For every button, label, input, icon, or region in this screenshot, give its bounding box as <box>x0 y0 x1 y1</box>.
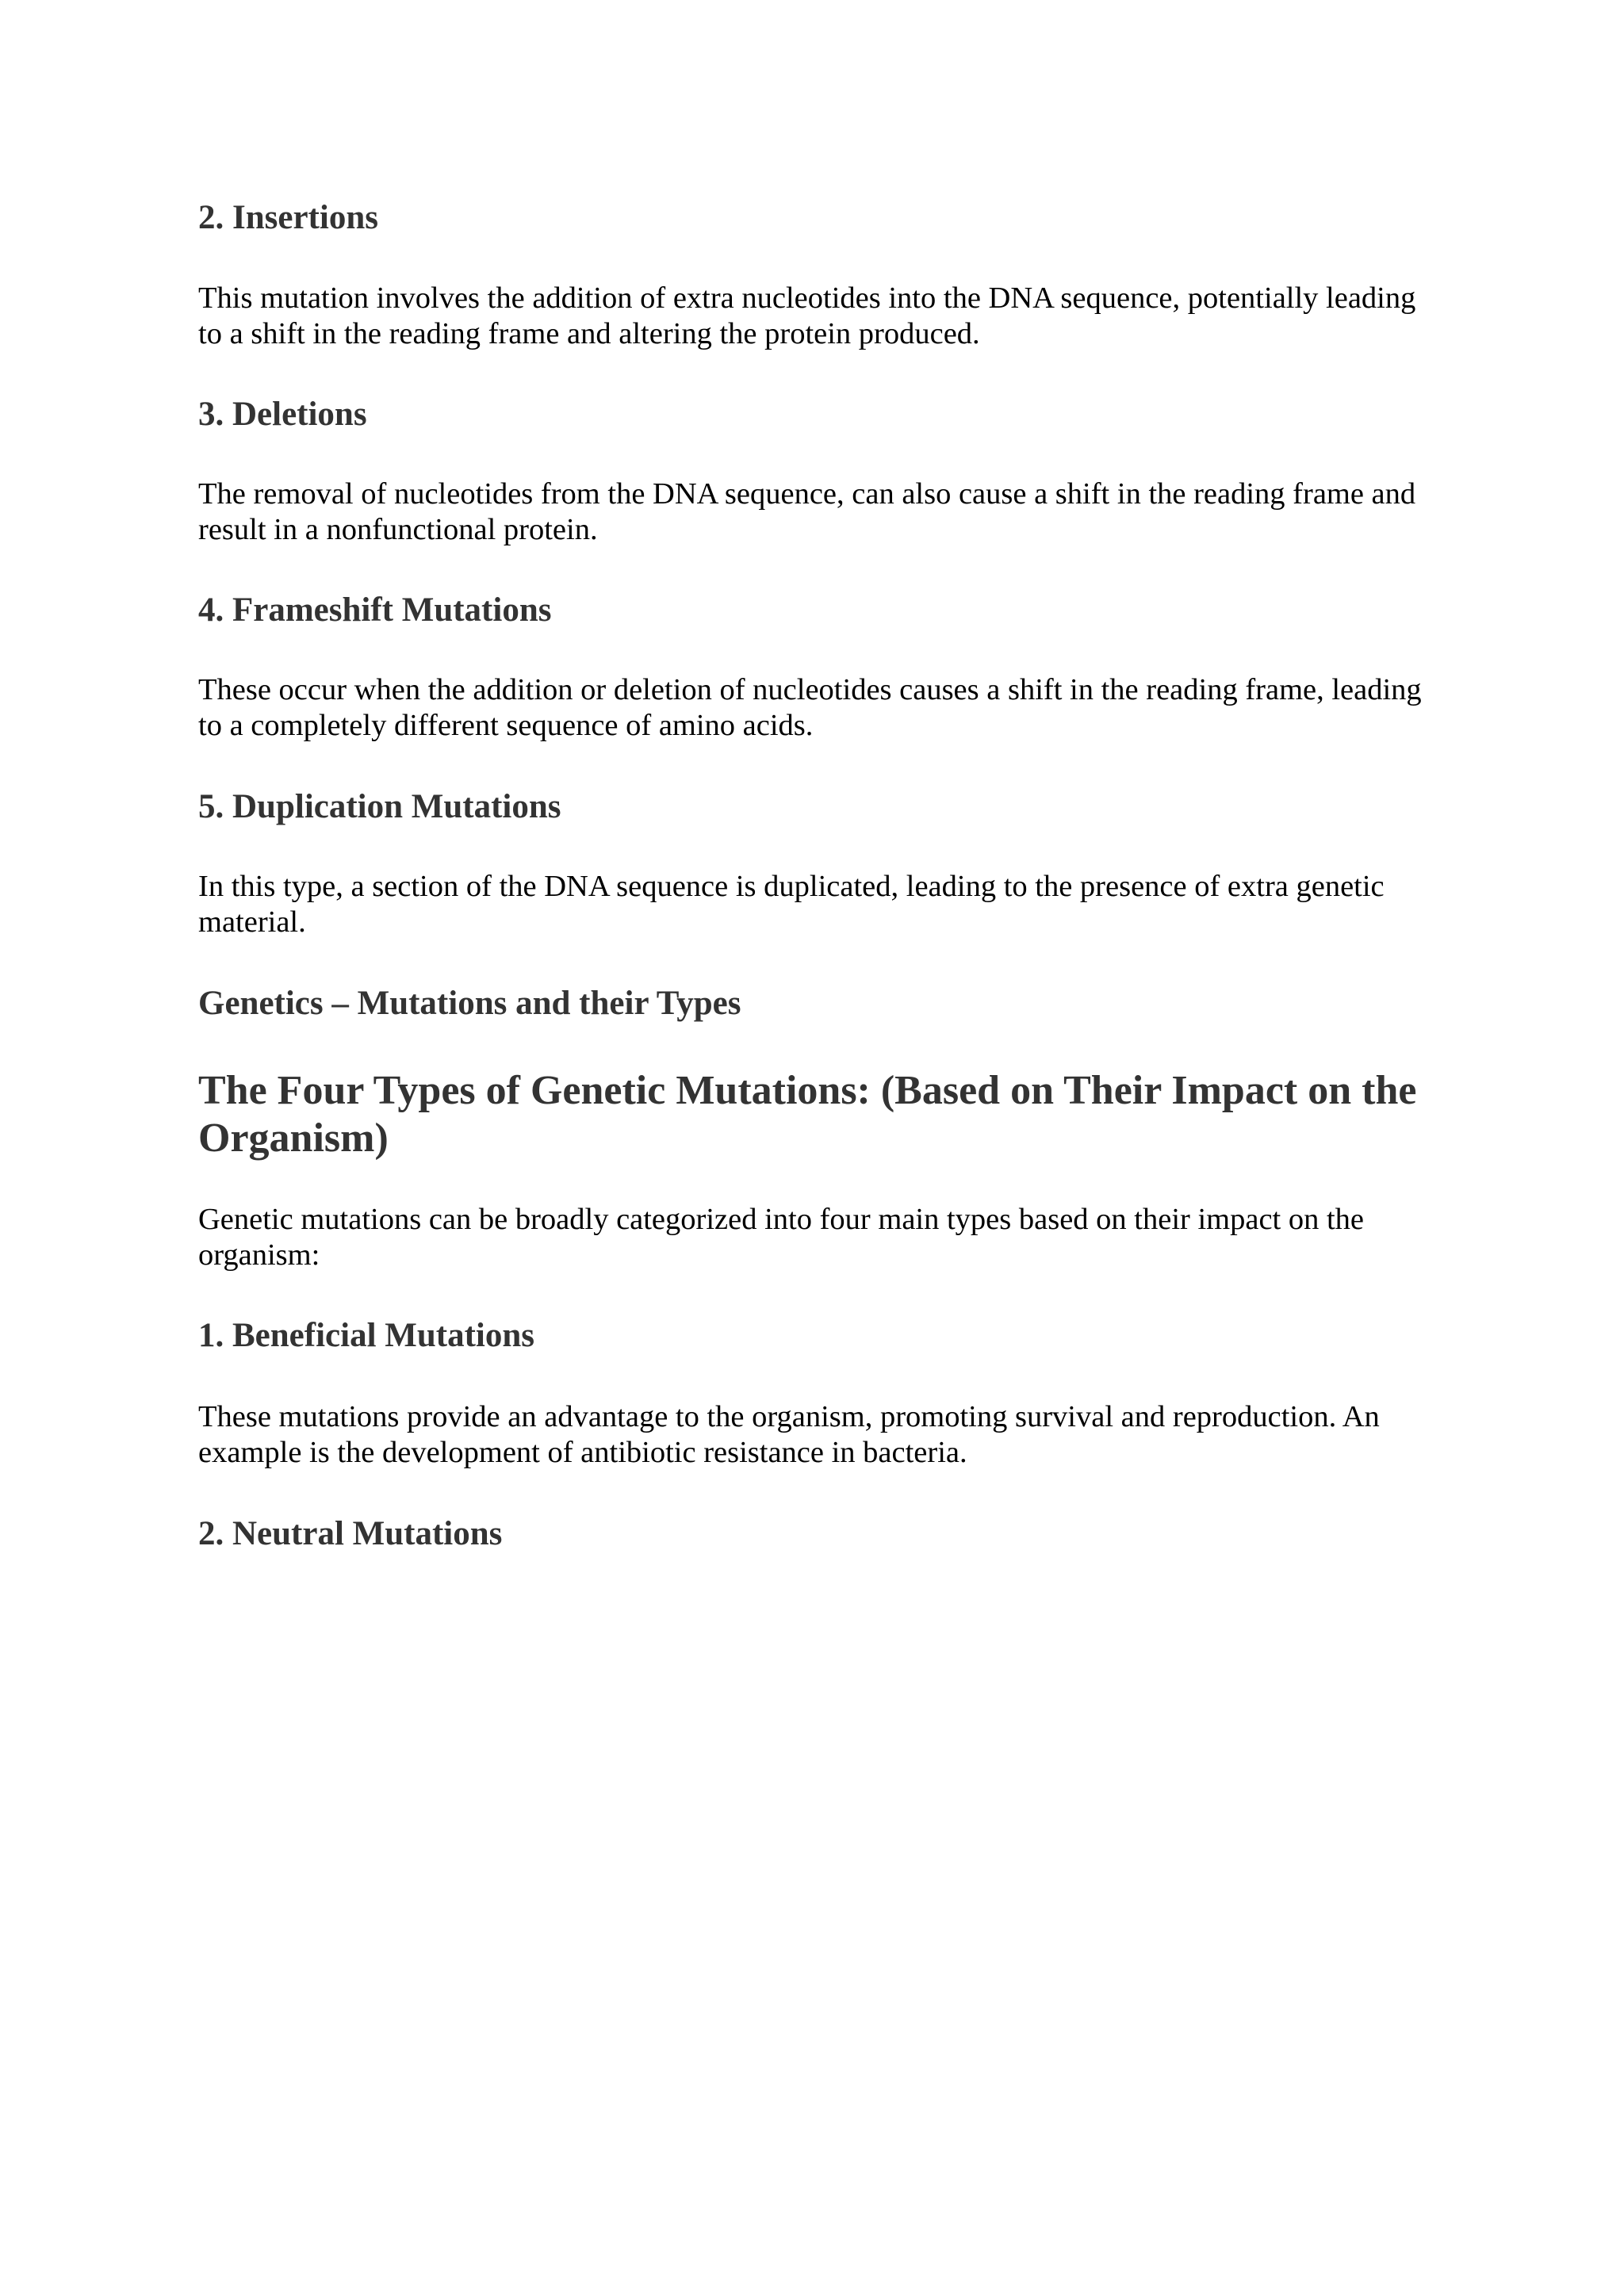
neutral-heading: 2. Neutral Mutations <box>198 1515 503 1552</box>
frameshift-heading: 4. Frameshift Mutations <box>198 591 552 629</box>
genetics-mutations-heading: Genetics – Mutations and their Types <box>198 985 741 1022</box>
four-types-heading: The Four Types of Genetic Mutations: (Based on Their Impact on the Organism) <box>198 1068 1417 1161</box>
duplication-heading: 5. Duplication Mutations <box>198 788 561 825</box>
deletions-heading: 3. Deletions <box>198 396 367 433</box>
beneficial-heading: 1. Beneficial Mutations <box>198 1317 534 1354</box>
four-types-paragraph: Genetic mutations can be broadly categorized into four main types based on their impact on the organism: <box>198 1203 1365 1272</box>
beneficial-paragraph: These mutations provide an advantage to the organism, promoting survival and reproduction. An example is the development of antibiotic resistance in bacteria. <box>198 1400 1380 1469</box>
deletions-paragraph: The removal of nucleotides from the DNA sequence, can also cause a shift in the reading frame and result in a nonfunctional protein. <box>198 477 1416 546</box>
duplication-paragraph: In this type, a section of the DNA sequence is duplicated, leading to the presence of extra genetic material. <box>198 870 1385 939</box>
frameshift-paragraph: These occur when the addition or deletion of nucleotides causes a shift in the reading frame, leading to a completely different sequence of amino acids. <box>198 673 1422 742</box>
insertions-heading: 2. Insertions <box>198 199 378 236</box>
insertions-paragraph: This mutation involves the addition of extra nucleotides into the DNA sequence, potentially leading to a shift in the reading frame and altering the protein produced. <box>198 281 1416 350</box>
